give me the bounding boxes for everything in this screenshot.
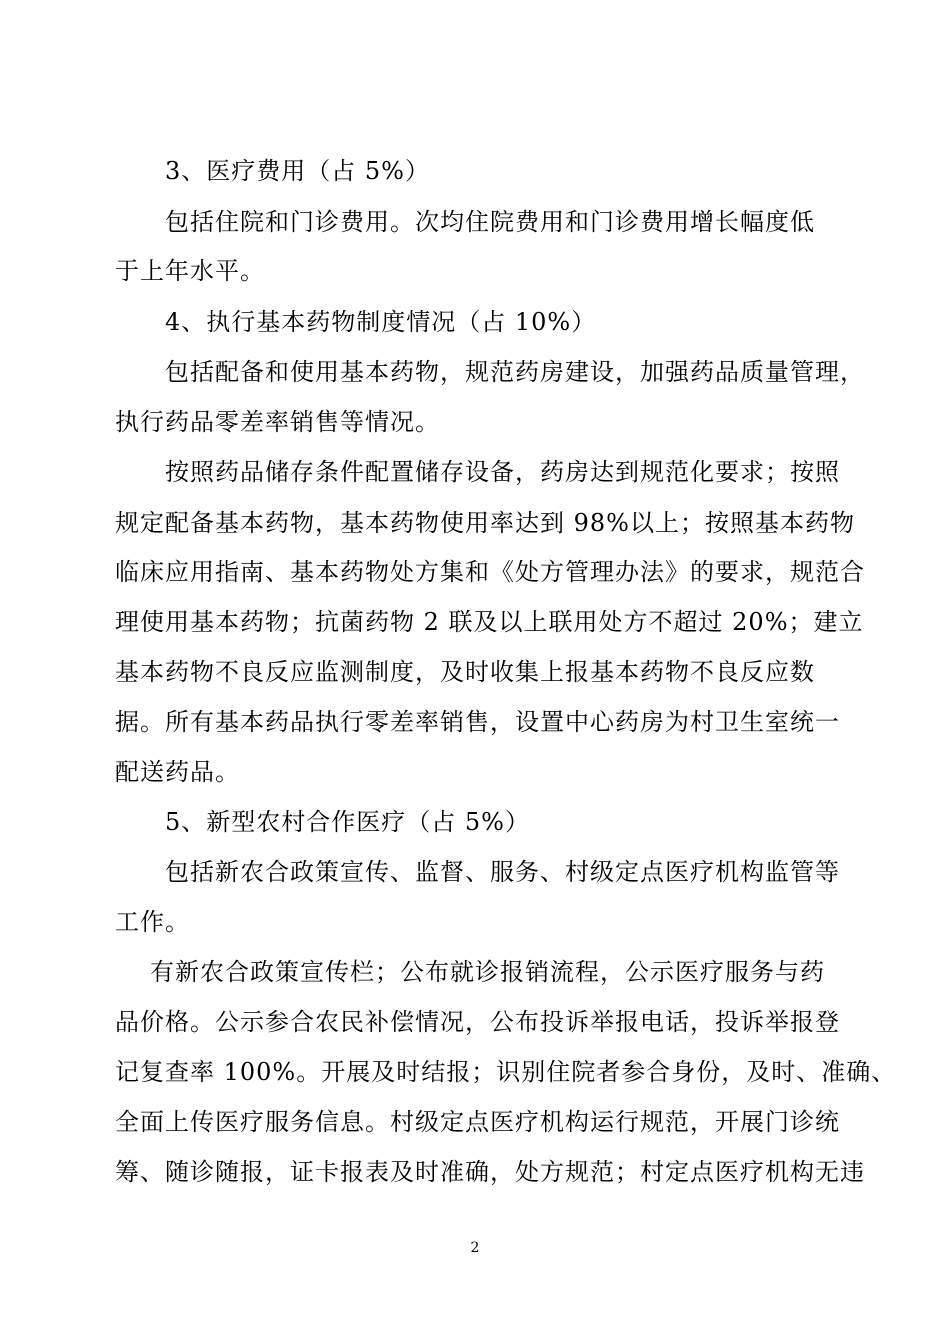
paragraph-line: 执行药品零差率销售等情况。 — [115, 408, 440, 436]
paragraph-line: 全面上传医疗服务信息。村级定点医疗机构运行规范，开展门诊统 — [115, 1108, 840, 1136]
paragraph-line: 有新农合政策宣传栏；公布就诊报销流程，公示医疗服务与药 — [150, 958, 825, 986]
paragraph-line: 包括新农合政策宣传、监督、服务、村级定点医疗机构监管等 — [165, 858, 840, 886]
paragraph-line: 于上年水平。 — [115, 257, 265, 285]
paragraph-line: 包括配备和使用基本药物，规范药房建设，加强药品质量管理， — [165, 358, 865, 386]
paragraph-line: 包括住院和门诊费用。次均住院费用和门诊费用增长幅度低 — [165, 208, 815, 236]
paragraph-line: 配送药品。 — [115, 758, 240, 786]
paragraph-line: 品价格。公示参合农民补偿情况，公布投诉举报电话，投诉举报登 — [115, 1008, 840, 1036]
paragraph-line: 记复查率 100%。开展及时结报；识别住院者参合身份，及时、准确、 — [115, 1058, 897, 1086]
section-heading-medical-costs: 3、医疗费用（占 5%） — [165, 157, 430, 185]
section-heading-rural-cooperative-medical: 5、新型农村合作医疗（占 5%） — [165, 808, 530, 836]
page-number: 2 — [470, 1240, 480, 1256]
paragraph-line: 理使用基本药物；抗菌药物 2 联及以上联用处方不超过 20%；建立 — [115, 608, 864, 636]
paragraph-line: 按照药品储存条件配置储存设备，药房达到规范化要求；按照 — [165, 458, 840, 486]
paragraph-line: 工作。 — [115, 908, 190, 936]
section-heading-essential-drugs: 4、执行基本药物制度情况（占 10%） — [165, 308, 597, 336]
paragraph-line: 据。所有基本药品执行零差率销售，设置中心药房为村卫生室统一 — [115, 708, 840, 736]
paragraph-line: 筹、随诊随报，证卡报表及时准确，处方规范；村定点医疗机构无违 — [115, 1158, 865, 1186]
paragraph-line: 基本药物不良反应监测制度，及时收集上报基本药物不良反应数 — [115, 658, 815, 686]
paragraph-line: 规定配备基本药物，基本药物使用率达到 98%以上；按照基本药物 — [115, 509, 855, 537]
paragraph-line: 临床应用指南、基本药物处方集和《处方管理办法》的要求，规范合 — [115, 558, 865, 586]
